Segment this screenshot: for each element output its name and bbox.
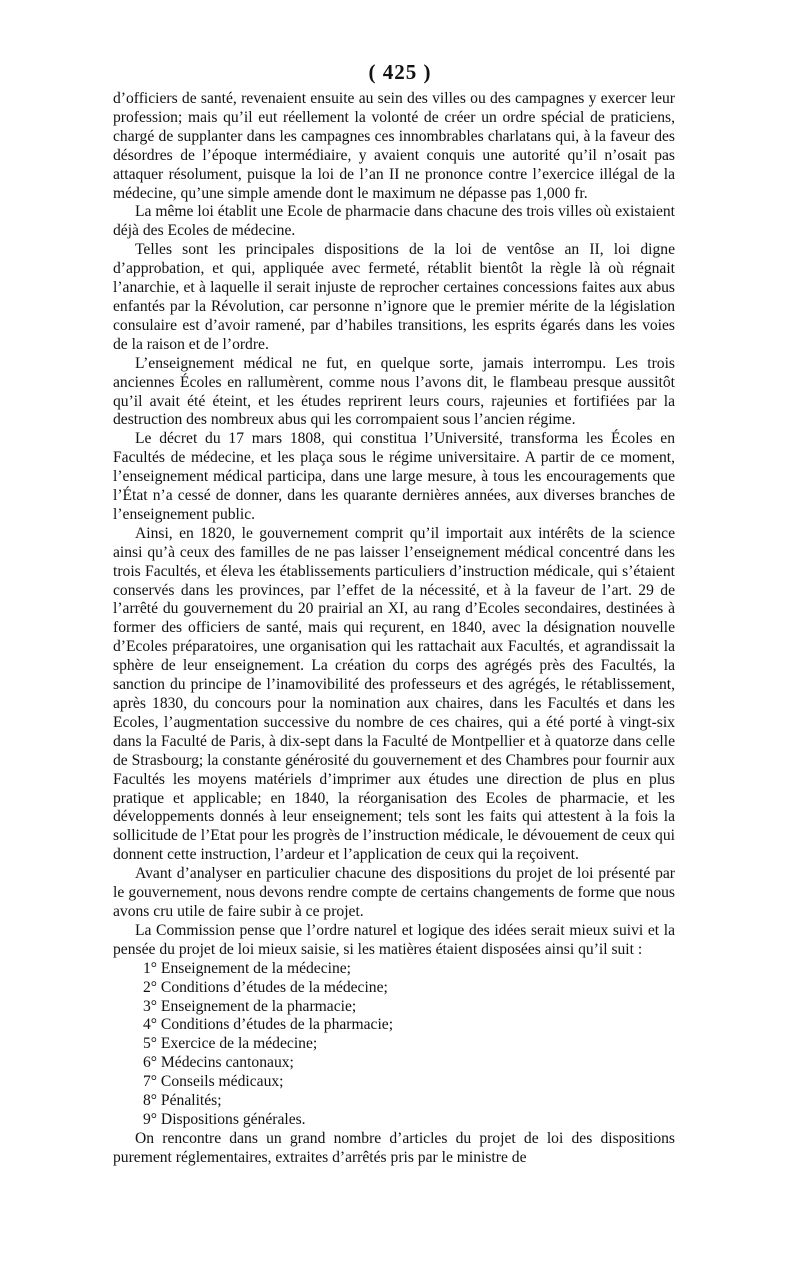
paragraph: La même loi établit une Ecole de pharmacie dans chacune des trois villes où existaient déjà des Ecoles de médecine. bbox=[113, 203, 675, 240]
paragraph: Ainsi, en 1820, le gouvernement comprit qu’il importait aux intérêts de la science ainsi qu’à ceux des familles de ne pas laisser l’enseignement médical concentré dans les trois Facultés, et éleva les établissements particuliers d’instruction médicale, qui s’étaient conservés dans les provinces, par l’effet de la nécessité, et à la faveur de l’art. 29 de l’arrêté du gouvernement du 20 prairial an XI, au rang d’Ecoles secondaires, destinées à former des officiers de santé, mais qui reçurent, en 1840, avec la désignation nouvelle d’Ecoles préparatoires, une organisation qui les rattachait aux Facultés, et agrandissait la sphère de leur enseignement. La création du corps des agrégés près des Facultés, la sanction du principe de l’inamovibilité des professeurs et des agrégés, le rétablissement, après 1830, du concours pour la nomination aux chaires, dans les Facultés et dans les Ecoles, l’augmentation successive du nombre de ces chaires, qui a été porté à vingt-six dans la Faculté de Paris, à dix-sept dans la Faculté de Montpellier et à quatorze dans celle de Strasbourg; la constante générosité du gouvernement et des Chambres pour fournir aux Facultés les moyens matériels d’imprimer aux études une direction de plus en plus pratique et applicable; en 1840, la réorganisation des Ecoles de pharmacie, et les développements donnés à leur enseignement; tels sont les faits qui attestent à la fois la sollicitude de l’Etat pour les progrès de l’instruction médicale, le dévouement de ceux qui donnent cette instruction, l’ardeur et l’application de ceux qui la reçoivent. bbox=[113, 524, 675, 864]
paragraph: L’enseignement médical ne fut, en quelque sorte, jamais interrompu. Les trois anciennes Écoles en rallumèrent, comme nous l’avons dit, le flambeau presque aussitôt qu’il avait été éteint, et les études reprirent leurs cours, rajeunies et fortifiées par la destruction des nombreux abus qui les corrompaient sous l’ancien régime. bbox=[113, 354, 675, 429]
list-item: 1° Enseignement de la médecine; bbox=[143, 959, 352, 977]
page-number: ( 425 ) bbox=[368, 60, 432, 84]
list-item: 6° Médecins cantonaux; bbox=[143, 1054, 294, 1072]
list-item: 8° Pénalités; bbox=[143, 1092, 222, 1110]
paragraph: Telles sont les principales dispositions de la loi de ventôse an II, loi digne d’approbation, et qui, appliquée avec fermeté, rétablit bientôt la règle là où régnait l’anarchie, et à laquelle il serait injuste de reprocher certaines concessions faites aux abus enfantés par la Révolution, car personne n’ignore que le premier mérite de la législation consulaire est d’avoir ramené, par d’habiles transitions, les esprits égarés dans les voies de la raison et de l’ordre. bbox=[113, 241, 675, 353]
paragraph: Le décret du 17 mars 1808, qui constitua l’Université, transforma les Écoles en Facultés de médecine, et les plaça sous le régime universitaire. A partir de ce moment, l’enseignement médical participa, dans une large mesure, à tous les encouragements que l’État n’a cessé de donner, dans les quarante dernières années, aux diverses branches de l’enseignement public. bbox=[113, 430, 675, 523]
body-text bbox=[113, 90, 675, 1168]
list-item: 5° Exercice de la médecine; bbox=[143, 1035, 318, 1053]
list-item: 3° Enseignement de la pharmacie; bbox=[143, 997, 357, 1015]
section-list bbox=[113, 960, 675, 1130]
paragraph: La Commission pense que l’ordre naturel et logique des idées serait mieux suivi et la pensée du projet de loi mieux saisie, si les matières étaient disposées ainsi qu’il suit : bbox=[113, 921, 675, 958]
list-item: 2° Conditions d’études de la médecine; bbox=[143, 978, 388, 996]
list-item: 7° Conseils médicaux; bbox=[143, 1073, 284, 1091]
paragraph: Avant d’analyser en particulier chacune des dispositions du projet de loi présenté par le gouvernement, nous devons rendre compte de certains changements de forme que nous avons cru utile de faire subir à ce projet. bbox=[113, 865, 675, 920]
list-item: 4° Conditions d’études de la pharmacie; bbox=[143, 1016, 394, 1034]
list-item: 9° Dispositions générales. bbox=[143, 1110, 306, 1128]
paragraph: d’officiers de santé, revenaient ensuite au sein des villes ou des campagnes y exercer leur profession; mais qu’il eut réellement la volonté de créer un ordre spécial de praticiens, chargé de supplanter dans les campagnes ces innombrables charlatans qui, à la faveur des désordres de l’époque intermédiaire, y avaient conquis une autorité qu’il n’osait pas attaquer résolument, puisque la loi de l’an II ne prononce contre l’exercice illégal de la médecine, qu’une simple amende dont le maximum ne dépasse pas 1,000 fr. bbox=[113, 90, 675, 202]
closing-paragraph: On rencontre dans un grand nombre d’articles du projet de loi des dispositions purement réglementaires, extraites d’arrêtés pris par le ministre de bbox=[113, 1129, 675, 1166]
